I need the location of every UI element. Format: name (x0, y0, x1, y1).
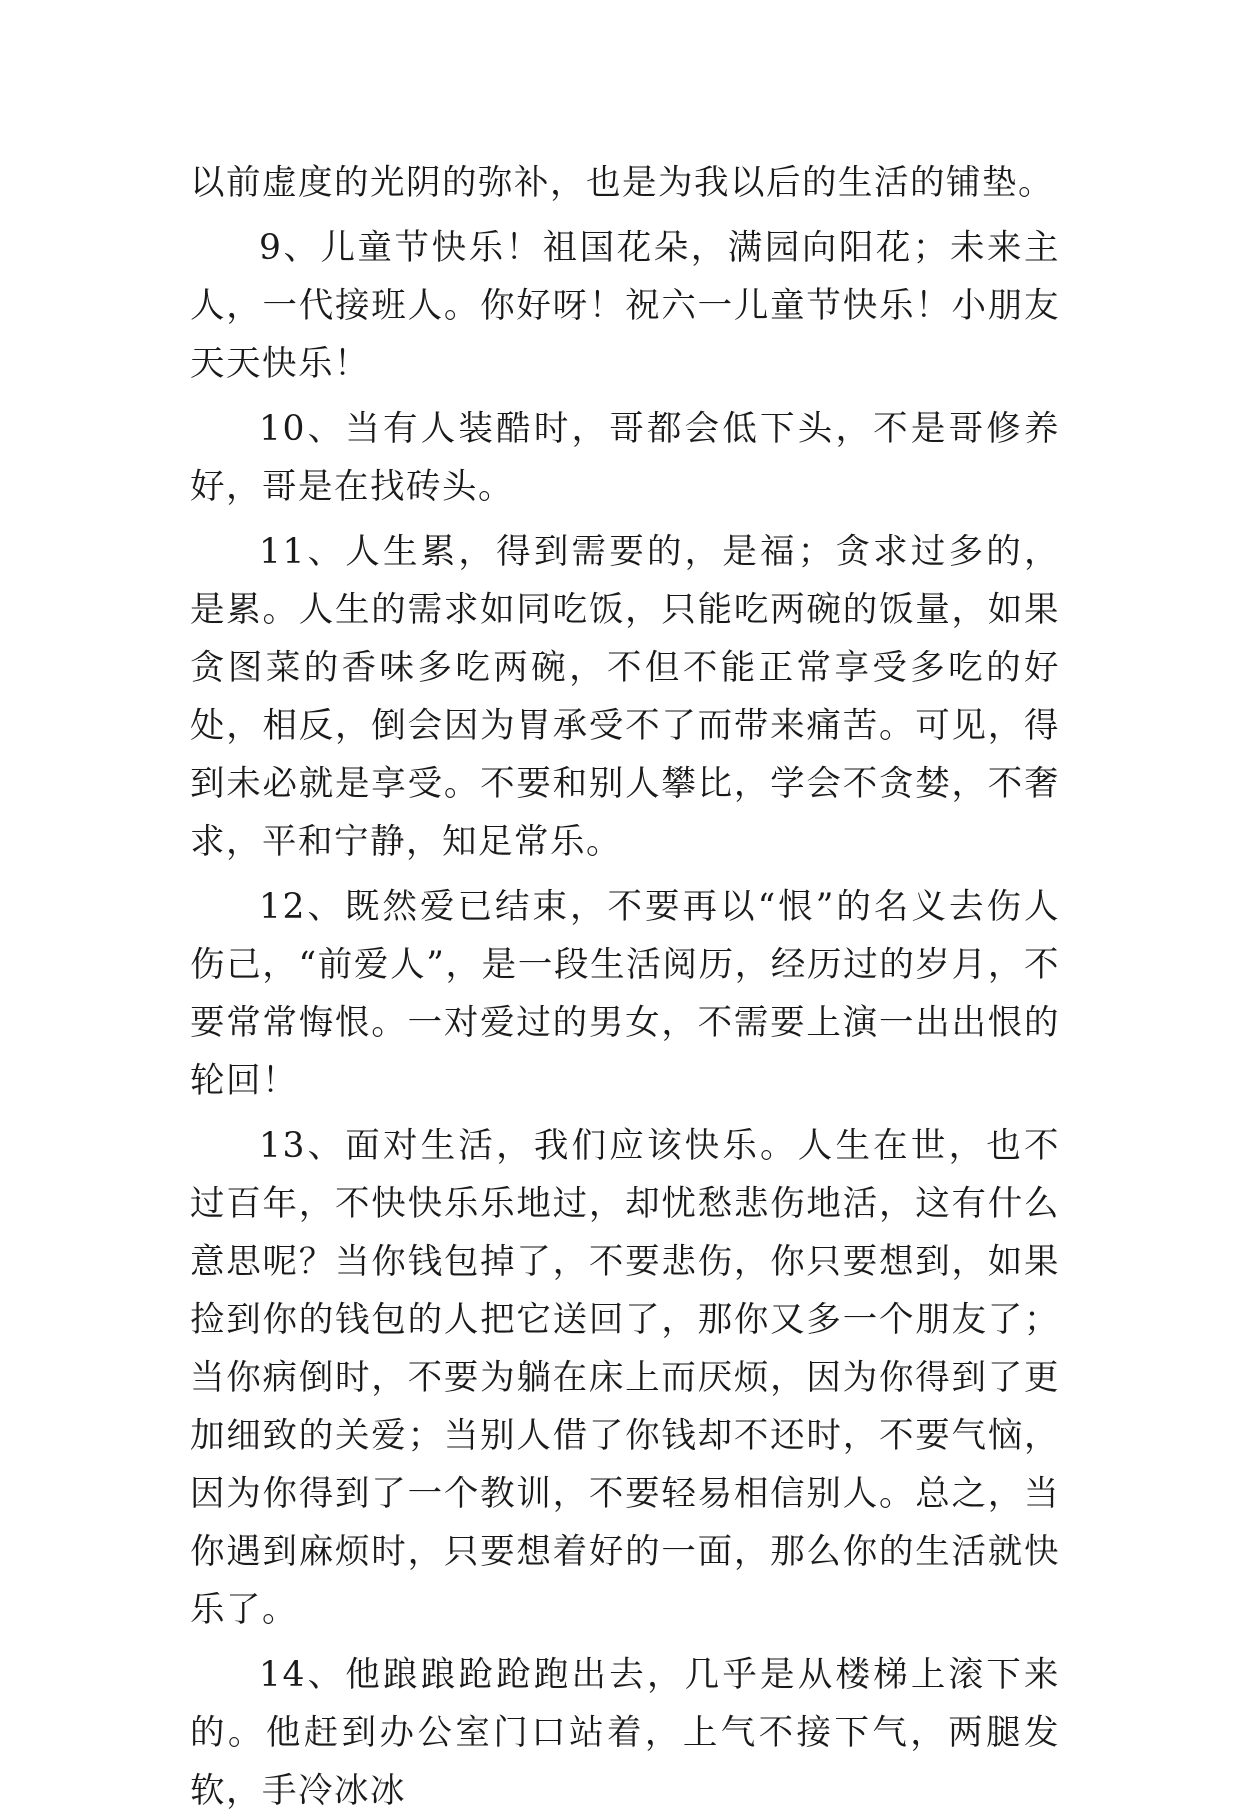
paragraph-10: 10、当有人装酷时，哥都会低下头，不是哥修养好，哥是在找砖头。 (190, 409, 1060, 507)
paragraph-13: 13、面对生活，我们应该快乐。人生在世，也不过百年，不快快乐乐地过，却忧愁悲伤地活，这有什么意思呢？当你钱包掉了，不要悲伤，你只要想到，如果捡到你的钱包的人把它送回了，那你又多一个朋友了；当你病倒时，不要为躺在床上而厌烦，因为你得到了更加细致的关爱；当别人借了你钱却不还时，不要气恼，因为你得到了一个教训，不要轻易相信别人。总之，当你遇到麻烦时，只要想着好的一面，那么你的生活就快乐了。 (190, 1126, 1060, 1630)
paragraph-9: 9、儿童节快乐！祖国花朵，满园向阳花；未来主人，一代接班人。你好呀！祝六一儿童节快乐！小朋友天天快乐！ (190, 228, 1060, 384)
paragraph-14: 14、他踉踉跄跄跑出去，几乎是从楼梯上滚下来的。他赶到办公室门口站着，上气不接下气，两腿发软，手冷冰冰 (190, 1655, 1060, 1811)
document-body (190, 154, 1060, 1820)
paragraph-continuation: 以前虚度的光阴的弥补，也是为我以后的生活的铺垫。 (190, 163, 1054, 203)
paragraph-11: 11、人生累，得到需要的，是福；贪求过多的，是累。人生的需求如同吃饭，只能吃两碗的饭量，如果贪图菜的香味多吃两碗，不但不能正常享受多吃的好处，相反，倒会因为胃承受不了而带来痛苦。可见，得到未必就是享受。不要和别人攀比，学会不贪婪，不奢求，平和宁静，知足常乐。 (190, 532, 1060, 862)
paragraph-12: 12、既然爱已结束，不要再以“恨”的名义去伤人伤己，“前爱人”，是一段生活阅历，经历过的岁月，不要常常悔恨。一对爱过的男女，不需要上演一出出恨的轮回！ (190, 887, 1060, 1101)
